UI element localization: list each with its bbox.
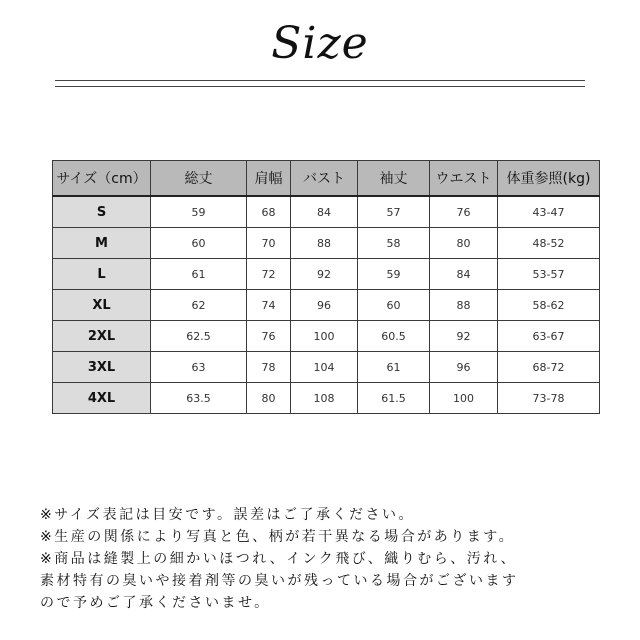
size-label-cell: M [53, 228, 151, 259]
table-cell: 59 [151, 196, 247, 228]
table-row [53, 321, 600, 352]
table-cell: 63.5 [151, 383, 247, 414]
table-cell: 62 [151, 290, 247, 321]
table-header-row [53, 161, 600, 197]
table-row [53, 383, 600, 414]
table-cell: 76 [430, 196, 498, 228]
table-cell: 80 [247, 383, 291, 414]
table-cell: 100 [430, 383, 498, 414]
size-label-cell: L [53, 259, 151, 290]
table-cell: 108 [291, 383, 358, 414]
table-cell: 43-47 [498, 196, 600, 228]
table-cell: 92 [430, 321, 498, 352]
table-cell: 76 [247, 321, 291, 352]
title-divider-top [55, 80, 585, 81]
note-line: 素材特有の臭いや接着剤等の臭いが残っている場合がございます [40, 573, 519, 589]
table-cell: 78 [247, 352, 291, 383]
table-cell: 61.5 [358, 383, 430, 414]
column-header-size: サイズ（cm） [53, 161, 151, 197]
table-cell: 60 [358, 290, 430, 321]
size-label-cell: 3XL [53, 352, 151, 383]
table-cell: 59 [358, 259, 430, 290]
table-cell: 60.5 [358, 321, 430, 352]
table-cell: 58 [358, 228, 430, 259]
table-cell: 80 [430, 228, 498, 259]
column-header-length: 総丈 [151, 161, 247, 197]
note-line: ※サイズ表記は目安です。誤差はご了承ください。 [40, 507, 415, 523]
column-header-sleeve: 袖丈 [358, 161, 430, 197]
table-cell: 58-62 [498, 290, 600, 321]
table-cell: 63 [151, 352, 247, 383]
table-cell: 88 [430, 290, 498, 321]
table-cell: 100 [291, 321, 358, 352]
column-header-weight: 体重参照(kg) [498, 161, 600, 197]
table-cell: 61 [151, 259, 247, 290]
table-cell: 92 [291, 259, 358, 290]
note-line: ※商品は縫製上の細かいほつれ、インク飛び、織りむら、汚れ、 [40, 551, 518, 567]
size-notes [40, 504, 620, 614]
table-row [53, 196, 600, 228]
column-header-waist: ウエスト [430, 161, 498, 197]
table-cell: 96 [291, 290, 358, 321]
table-cell: 74 [247, 290, 291, 321]
table-cell: 104 [291, 352, 358, 383]
table-cell: 68-72 [498, 352, 600, 383]
table-cell: 88 [291, 228, 358, 259]
column-header-bust: バスト [291, 161, 358, 197]
column-header-shoulder: 肩幅 [247, 161, 291, 197]
table-cell: 62.5 [151, 321, 247, 352]
table-cell: 63-67 [498, 321, 600, 352]
table-row [53, 290, 600, 321]
note-line: ので予めご了承くださいませ。 [40, 595, 271, 611]
table-cell: 72 [247, 259, 291, 290]
size-label-cell: S [53, 196, 151, 228]
table-cell: 57 [358, 196, 430, 228]
page-title: Size [271, 18, 369, 69]
note-line: ※生産の関係により写真と色、柄が若干異なる場合があります。 [40, 529, 516, 545]
table-cell: 84 [430, 259, 498, 290]
table-cell: 68 [247, 196, 291, 228]
table-cell: 60 [151, 228, 247, 259]
table-cell: 84 [291, 196, 358, 228]
table-cell: 96 [430, 352, 498, 383]
table-cell: 70 [247, 228, 291, 259]
size-label-cell: 2XL [53, 321, 151, 352]
size-chart-table [52, 160, 600, 414]
size-label-cell: 4XL [53, 383, 151, 414]
table-row [53, 352, 600, 383]
table-cell: 53-57 [498, 259, 600, 290]
table-row [53, 228, 600, 259]
size-label-cell: XL [53, 290, 151, 321]
table-cell: 73-78 [498, 383, 600, 414]
table-cell: 61 [358, 352, 430, 383]
table-cell: 48-52 [498, 228, 600, 259]
title-divider-bottom [55, 86, 585, 87]
table-row [53, 259, 600, 290]
